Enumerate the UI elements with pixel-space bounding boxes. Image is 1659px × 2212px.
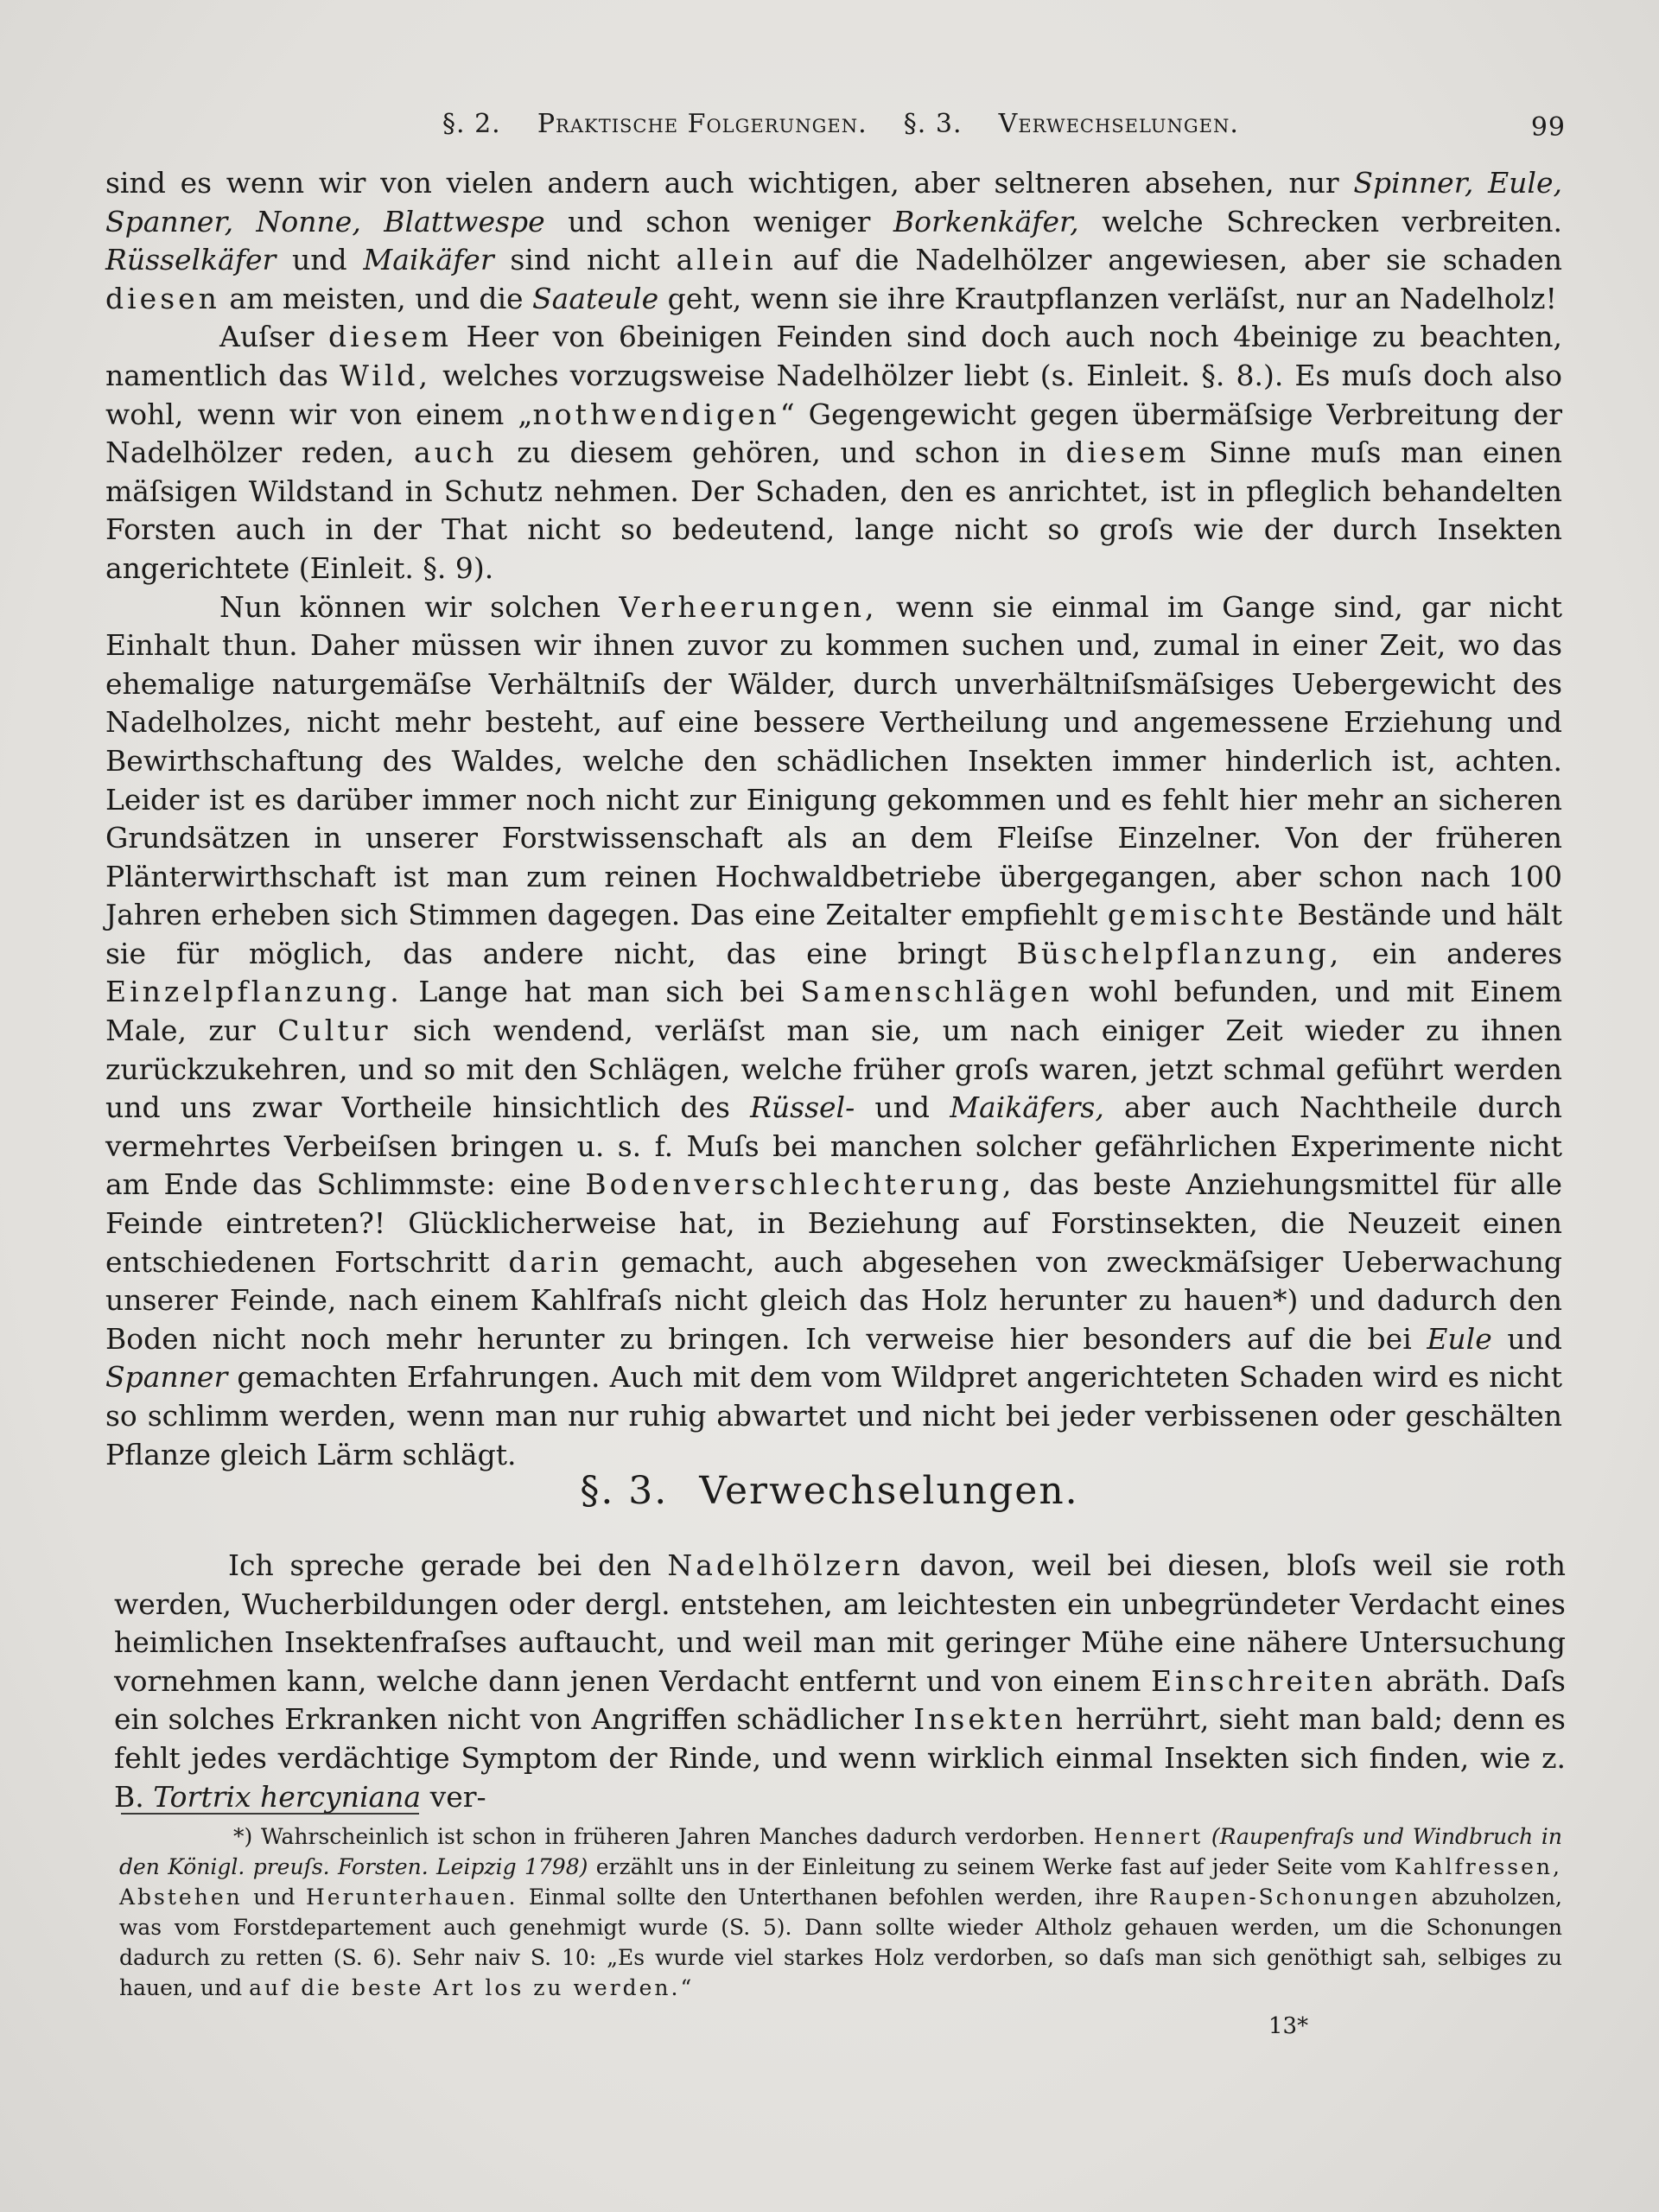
header-section-b: §. 3.	[903, 109, 963, 139]
text-run: abräth. Daſs ein solches Erkranken nicht von Angriffen schädlicher	[114, 1663, 1566, 1737]
text-run: gemachten Erfahrungen. Auch mit dem vom Wildpret angerichteten Schaden wird es nicht so schlimm werden, wenn man nur ruhig abwartet und nicht bei jeder verbissenen oder geschälten Pflanze gleich Lärm schlägt.	[105, 1360, 1562, 1471]
main-text	[105, 164, 1562, 1474]
spaced-emphasis: Verheerungen,	[619, 589, 878, 624]
spaced-emphasis: Wild,	[339, 358, 432, 392]
text-run: und	[855, 1090, 950, 1125]
text-run: Bestände und hält sie für möglich, das andere nicht, das eine bringt	[105, 898, 1562, 970]
section-heading	[0, 1469, 1659, 1513]
italic-run: Maikäfers,	[950, 1090, 1104, 1125]
spaced-emphasis: Hennert	[1093, 1824, 1204, 1849]
footnote-text	[119, 1821, 1562, 2003]
spaced-emphasis: nothwendigen	[532, 397, 780, 431]
spaced-emphasis: auf die beste Art los zu werden.	[249, 1975, 681, 2000]
italic-run: Rüsselkäfer	[105, 243, 276, 277]
running-header	[105, 102, 1566, 154]
header-title-b: Verwechselungen.	[998, 109, 1239, 139]
text-run: welches vorzugsweise Nadelhölzer liebt (s. Einleit. §. 8.). Es muſs doch also wohl, wenn wir von einem „	[105, 358, 1562, 431]
text-run: wenn sie einmal im Gange sind, gar nicht Einhalt thun. Daher müssen wir ihnen zuvor zu kommen suchen und, zumal in einer Zeit, wo das ehemalige naturgemäſse Verhältniſs der Wälder, durch unverhältniſsmäſsiges Uebergewicht des Nadelholzes, nicht mehr besteht, auf eine bessere Vertheilung und angemessene Erziehung und Bewirthschaftung des Waldes, welche den schädlichen Insekten immer hinderlich ist, achten. Leider ist es darüber immer noch nicht zur Einigung gekommen und es fehlt hier mehr an sicheren Grundsätzen in unserer Forstwissenschaft als an dem Fleiſse Einzelner. Von der früheren Plänterwirthschaft ist man zum reinen Hochwaldbetriebe übergegangen, aber schon nach 100 Jahren erheben sich Stimmen dagegen. Das eine Zeitalter empfiehlt	[105, 589, 1562, 932]
section-3-text	[114, 1547, 1566, 1816]
italic-run: Maikäfer	[363, 243, 494, 277]
footnote-rule	[121, 1813, 419, 1815]
text-run: und	[276, 243, 364, 277]
spaced-emphasis: gemischte	[1107, 898, 1287, 932]
italic-run: Tortrix hercyniana	[153, 1779, 422, 1814]
text-run: und schon weniger	[544, 204, 893, 238]
text-run: das beste Anziehungsmittel für alle Feinde eintreten?! Glücklicherweise hat, in Beziehung auf Forstinsekten, die Neuzeit einen entschiedenen Fortschritt	[105, 1167, 1562, 1279]
footnote	[119, 1821, 1562, 2003]
section-heading-number: §. 3.	[580, 1469, 669, 1513]
text-run: erzählt uns in der Einleitung zu seinem Werke fast auf jeder Seite vom	[588, 1854, 1395, 1879]
text-run: *) Wahrscheinlich ist schon in früheren Jahren Manches dadurch verdorben.	[233, 1824, 1094, 1849]
spaced-emphasis: Nadelhölzern	[667, 1548, 904, 1582]
text-run: ein anderes	[1342, 936, 1562, 970]
text-run: Ich spreche gerade bei den	[228, 1548, 668, 1582]
text-run: davon, weil bei diesen, bloſs weil sie roth werden, Wucherbildungen oder dergl. entstehen, am leichtesten ein unbegründeter Verdacht eines heimlichen Insektenfraſses auftaucht, und weil man mit geringer Mühe eine nähere Untersuchung vornehmen kann, welche dann jenen Verdacht entfernt und von einem	[114, 1548, 1566, 1698]
text-run: “	[680, 1975, 692, 2000]
text-run: Einmal sollte den Unterthanen befohlen werden, ihre	[518, 1885, 1149, 1910]
text-run: herrührt, sieht man bald; denn es fehlt jedes verdächtige Symptom der Rinde, und wenn wirklich einmal Insekten sich finden, wie z. B.	[114, 1702, 1566, 1814]
spaced-emphasis: Insekten	[913, 1702, 1066, 1737]
text-run: sich wendend, verläſst man sie, um nach einiger Zeit wieder zu ihnen zurückzukehren, und so mit den Schlägen, welche früher groſs waren, jetzt schmal geführt werden und uns zwar Vortheile hinsichtlich des	[105, 1014, 1563, 1125]
text-run: auf die Nadelhölzer angewiesen, aber sie schaden	[776, 243, 1562, 277]
text-run: “ Gegengewicht gegen übermäſsige Verbreitung der Nadelhölzer reden,	[105, 397, 1562, 470]
spaced-emphasis: Büschelpflanzung,	[1016, 936, 1343, 970]
text-run: wohl befunden, und mit Einem Male, zur	[105, 975, 1562, 1048]
text-run: sind es wenn wir von vielen andern auch wichtigen, aber seltneren absehen, nur	[105, 166, 1354, 200]
paragraph-1	[105, 164, 1562, 318]
text-run: Auſser	[219, 320, 329, 354]
spaced-emphasis: Cultur	[277, 1014, 391, 1048]
spaced-emphasis: Kahlfressen, Abstehen	[119, 1854, 1562, 1910]
header-section-a: §. 2.	[442, 109, 501, 139]
paragraph-2	[105, 318, 1562, 588]
spaced-emphasis: Einschreiten	[1151, 1663, 1376, 1698]
paragraph-3	[105, 588, 1562, 1475]
italic-run: Spanner	[105, 1360, 228, 1395]
text-run: zu diesem gehören, und schon in	[497, 435, 1066, 470]
text-run	[1203, 1824, 1211, 1849]
signature-mark: 13*	[1268, 2013, 1309, 2039]
text-run: sind nicht	[493, 243, 677, 277]
section-heading-title: Verwechselungen.	[699, 1469, 1079, 1513]
spaced-emphasis: Bodenverschlechterung,	[585, 1167, 1015, 1202]
header-title-a: Praktische Folgerungen.	[537, 109, 868, 139]
section-3-paragraph-1	[114, 1547, 1566, 1816]
italic-run: Rüssel-	[750, 1090, 855, 1125]
text-run: Nun können wir solchen	[219, 589, 620, 624]
text-run: ver-	[421, 1779, 486, 1814]
page-number: 99	[1530, 112, 1566, 143]
spaced-emphasis: diesen	[105, 281, 220, 315]
text-run: welche Schrecken verbreiten.	[1078, 204, 1562, 238]
text-run: Lange hat man sich bei	[402, 975, 801, 1009]
italic-run: Eule	[1427, 1321, 1492, 1356]
italic-run: Borkenkäfer,	[893, 204, 1079, 238]
spaced-emphasis: Samenschlägen	[800, 975, 1073, 1009]
spaced-emphasis: Einzelpflanzung.	[105, 975, 403, 1009]
running-title	[442, 109, 1239, 139]
spaced-emphasis: allein	[676, 243, 777, 277]
text-run: geht, wenn sie ihre Krautpflanzen verläſst, nur an Nadelholz!	[658, 281, 1557, 315]
text-run: Sinne muſs man einen mäſsigen Wildstand in Schutz nehmen. Der Schaden, den es anrichtet, ist in pfleglich behandelten Forsten auch in der That nicht so bedeutend, lange nicht so groſs wie der durch Insekten angerichtete (Einleit. §. 9).	[105, 435, 1562, 585]
text-run: abzuholzen, was vom Forstdepartement auch genehmigt wurde (S. 5). Dann sollte wieder Altholz gehauen werden, um die Schonungen dadurch zu retten (S. 6). Sehr naiv S. 10: „Es wurde viel starkes Holz verdorben, so daſs man sich genöthigt sah, selbiges zu hauen, und	[119, 1885, 1562, 2000]
text-run: gemacht, auch abgesehen von zweckmäſsiger Ueberwachung unserer Feinde, nach einem Kahlfraſs nicht gleich das Holz herunter zu hauen*) und dadurch den Boden nicht noch mehr herunter zu bringen. Ich verweise hier besonders auf die bei	[105, 1244, 1562, 1356]
italic-run: Saateule	[532, 281, 659, 315]
spaced-emphasis: diesem	[1065, 435, 1190, 470]
text-run: Heer von 6beinigen Feinden sind doch auch noch 4beinige zu beachten, namentlich das	[105, 320, 1562, 392]
italic-run: Spinner, Eule, Spanner, Nonne, Blattwespe	[105, 166, 1563, 238]
text-run: am meisten, und die	[219, 281, 533, 315]
spaced-emphasis: Herunterhauen.	[305, 1885, 518, 1910]
spaced-emphasis: darin	[508, 1244, 602, 1279]
spaced-emphasis: auch	[414, 435, 498, 470]
text-run: und	[1491, 1321, 1562, 1356]
text-run: aber auch Nachtheile durch vermehrtes Verbeiſsen bringen u. s. f. Muſs bei manchen solcher gefährlichen Experimente nicht am Ende das Schlimmste: eine	[105, 1090, 1562, 1202]
spaced-emphasis: diesem	[328, 320, 452, 354]
spaced-emphasis: Raupen-Schonungen	[1148, 1885, 1421, 1910]
italic-run: (Raupenfraſs und Windbruch in den Königl. preuſs. Forsten. Leipzig 1798)	[119, 1824, 1562, 1879]
text-run: und	[242, 1885, 306, 1910]
